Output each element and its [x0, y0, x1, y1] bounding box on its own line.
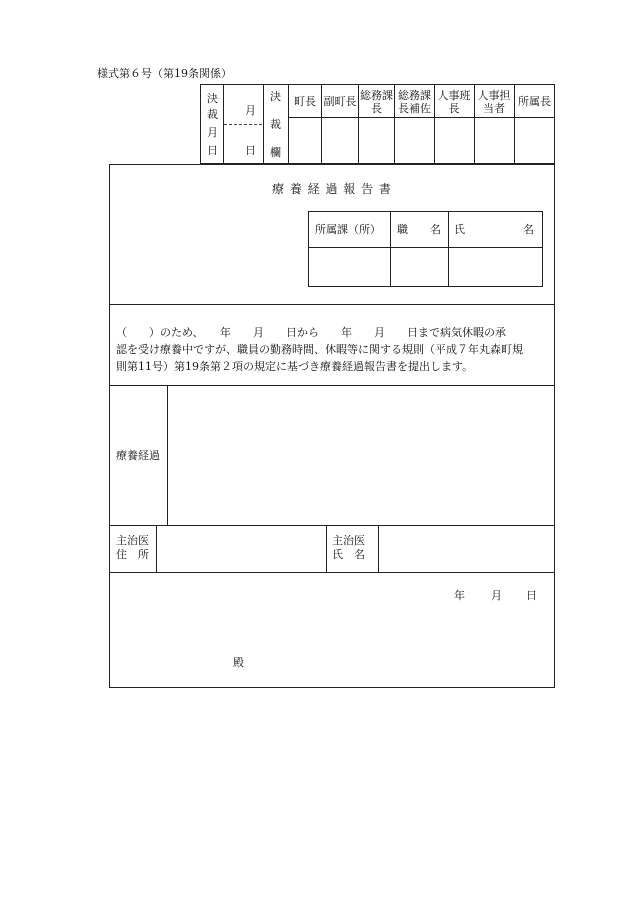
- progress-field[interactable]: [170, 389, 550, 522]
- date-day-label: 日: [526, 589, 537, 602]
- position-field[interactable]: [393, 252, 445, 282]
- col-shozokucho: 所属長: [518, 95, 551, 108]
- stamp-cell-somu-kacho-hosa[interactable]: [395, 118, 434, 163]
- header-position: 職名: [397, 223, 441, 236]
- info-table: [308, 211, 543, 287]
- date-month-label: 月: [491, 589, 502, 602]
- col-somu-kacho-hosa: 総務課長補佐: [398, 89, 431, 115]
- doctor-name-label: 主治医 氏 名: [332, 534, 365, 561]
- statement: （ ）のため、 年 月 日から 年 月 日まで病気休暇の承 認を受け療養中ですが、職員の勤務時間、休暇等に関する規則（平成７年丸森町規 則第11号）第19条第２項の規定に基づき療養経過報告書を提出します。: [116, 326, 523, 373]
- day-label: 日: [245, 144, 256, 157]
- report-form: [109, 164, 555, 688]
- date-year-label: 年: [454, 589, 465, 602]
- stamp-cell-shozokucho[interactable]: [515, 118, 554, 163]
- col-jinji-tantosha: 人事担当者: [477, 89, 511, 115]
- stamp-cell-fukuchocho[interactable]: [322, 118, 358, 163]
- name-field[interactable]: [451, 252, 539, 282]
- col-jinji-hancho: 人事班長: [437, 89, 471, 115]
- doctor-address-field[interactable]: [160, 529, 322, 569]
- stamp-cell-jinji-hancho[interactable]: [435, 118, 474, 163]
- header-name: 氏名: [454, 223, 534, 236]
- form-label: 様式第６号（第19条関係）: [97, 67, 232, 80]
- stamp-cell-somu-kacho[interactable]: [359, 118, 394, 163]
- col-somu-kacho: 総務課長: [360, 89, 393, 115]
- col-chocho: 町長: [294, 95, 316, 108]
- progress-label: 療養経過: [116, 449, 160, 462]
- stamp-cell-jinji-tantosha[interactable]: [475, 118, 514, 163]
- department-field[interactable]: [313, 252, 387, 282]
- page-title: 療 養 経 過 報 告 書: [272, 182, 392, 196]
- doctor-name-field[interactable]: [382, 529, 550, 569]
- stamp-cell-chocho[interactable]: [289, 118, 321, 163]
- month-label: 月: [245, 104, 256, 117]
- approval-table: 決 裁 月 日 月 日 決 裁 欄 町長 副町長 総務課長 総務課長補佐 人事班長 人事担当者 所属長: [200, 84, 555, 164]
- col-fukuchocho: 副町長: [323, 95, 357, 108]
- header-department: 所属課（所）: [315, 223, 381, 236]
- doctor-address-label: 主治医 住 所: [116, 534, 149, 561]
- addressee-suffix: 殿: [233, 656, 244, 669]
